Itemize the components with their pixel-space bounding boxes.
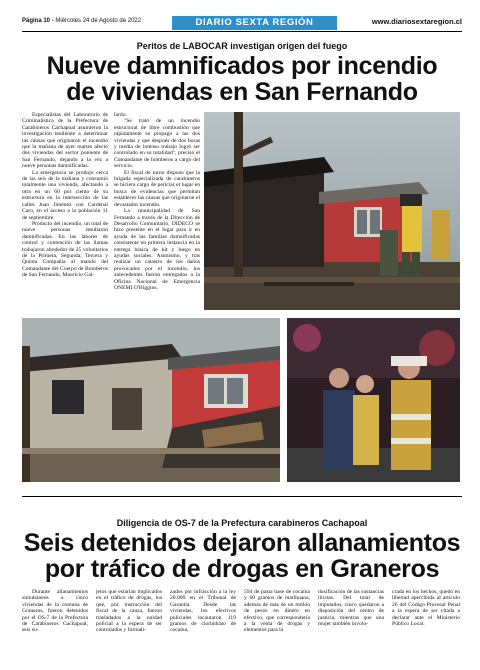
article1-title-line2: de viviendas en San Fernando (66, 78, 418, 106)
article1-column-1 (22, 112, 108, 279)
article2-column-6 (392, 589, 460, 627)
burned-houses-photo (22, 318, 280, 482)
page-number: Página 10 - (22, 18, 54, 24)
article2-column-1 (22, 589, 88, 634)
fire-damage-photo-image (204, 112, 460, 310)
article1-column-2 (114, 112, 200, 291)
officials-photo-image (287, 318, 460, 482)
paper-name-band (172, 16, 337, 30)
article2-column-5 (318, 589, 384, 627)
article1-paragraph: "Se trató de un incendio estructural de libre combustión que rápidamente se propagó a las dos viviendas y que después de dos horas y media de intenso trabajo logró ser controlado en su totalidad", precisó el Comandante de bomberos a cargo del servicio. (114, 118, 200, 170)
article2-paragraph: 594 de pasta base de cocaína y 60 gramos de marihuana, además de más de un millón de pesos en dinero en efectivo, que correspondería a la venta de drogas y elementos para la (244, 589, 310, 634)
article2-column-4 (244, 589, 310, 634)
article2-column-2 (96, 589, 162, 634)
header-rule (22, 31, 462, 32)
article1-paragraph: Producto del incendio, un total de nueve personas resultaron damnificadas. En las labores de control y contención de las llamas trabajaron alrededor de 25 voluntarios de la Primera, Segunda, Tercera y Quinta Compañía al mando del Comandante del Cuerpo de Bomberos de San Fernando, Mauricio Gal- (22, 220, 108, 279)
article1-paragraph: La emergencia se produjo cerca de las seis de la mañana y consumió totalmente una vivienda, afectando a otra en un 60 por ciento de su estructura en la intersección de las calles Juan Jiménez con Cardenal Caro, en el acceso a la población 11 de septiembre. (22, 169, 108, 221)
page-date: Miércoles 24 de Agosto de 2022 (55, 18, 142, 24)
article-divider (22, 496, 462, 497)
article2-paragraph: zados por infracción a la ley 20.000 en el Tribunal de Garantía. Desde las viviendas, los efectivos policiales incautaron 119 gramos de clorhidrato de cocaína, (170, 589, 236, 634)
page-header (22, 16, 462, 30)
article2-paragraph: crada en los hechos, quedó en libertad apercibida al artículo 26 del Código Procesal Penal a la espera de ser citada a declarar ante el Ministerio Público Local. (392, 589, 460, 628)
article2-paragraph: jetos que estarían implicados en el tráfico de drogas, los que, por instrucción del fiscal de la causa, fueron trasladados a la unidad policial a la espera de ser controlados y formali- (96, 589, 162, 634)
burned-houses-photo-image (22, 318, 280, 482)
paper-name: DIARIO SEXTA REGIÓN (195, 17, 314, 28)
officials-photo (287, 318, 460, 482)
article1-paragraph: La municipalidad de San Fernando a través de la Dirección de Desarrollo Comunitario, DIDECO se hizo presente en el lugar para ir en ayuda de las familias damnificadas consistente en primera instancia en la entrega básica de kit y luego en ayudas sociales. Asimismo, y tras realizar un catastro de los daños provocados por el incendio, los antecedentes fueron entregados a la Oficina Nacional de Emergencia ONEMI O'Higgins. (114, 208, 200, 291)
article2-paragraph: Durante allanamientos simultáneos a cinco viviendas de la comuna de Graneros, fueron detenidos por el OS-7 de la Prefectura de Carabineros Cachapoal, seis su- (22, 589, 88, 634)
article1-paragraph: Especialistas del Laboratorio de Criminalística de la Prefectura de Carabineros Cachapoal asumieron la investigación tendiente a determinar las causas que originaron el incendio que la mañana de ayer martes afectó dos viviendas del sector poniente de San Fernando, dejando a la vez a nueve personas damnificadas. (22, 112, 108, 170)
article2-title-line2: por tráfico de drogas en Graneros (44, 555, 440, 583)
page-info (22, 18, 141, 24)
article2-kicker: Diligencia de OS-7 de la Prefectura carabineros Cachapoal (116, 518, 368, 528)
article2-paragraph: dosificación de las sustancias ilícitas. Del total de imputados, cinco quedaron a disposición del centro de justicia, mientras que una mujer también involu- (318, 589, 384, 628)
article1-kicker: Peritos de LABOCAR investigan origen del fuego (136, 41, 348, 51)
article1-paragraph: lardo. (114, 112, 127, 118)
article1-title-line1: Nueve damnificados por incendio (46, 52, 438, 80)
article2-title-line1: Seis detenidos dejaron allanamientos (23, 529, 461, 557)
fire-damage-photo (204, 112, 460, 310)
article2-column-3 (170, 589, 236, 634)
website-link[interactable]: www.diariosextaregion.cl (371, 17, 462, 26)
article1-paragraph: El fiscal de turno dispuso que la brigada especializada de carabineros se hiciera cargo de periciar el lugar en busca de evidencias que permitan establecer las causas que originaron el devastador incendio. (114, 169, 200, 208)
